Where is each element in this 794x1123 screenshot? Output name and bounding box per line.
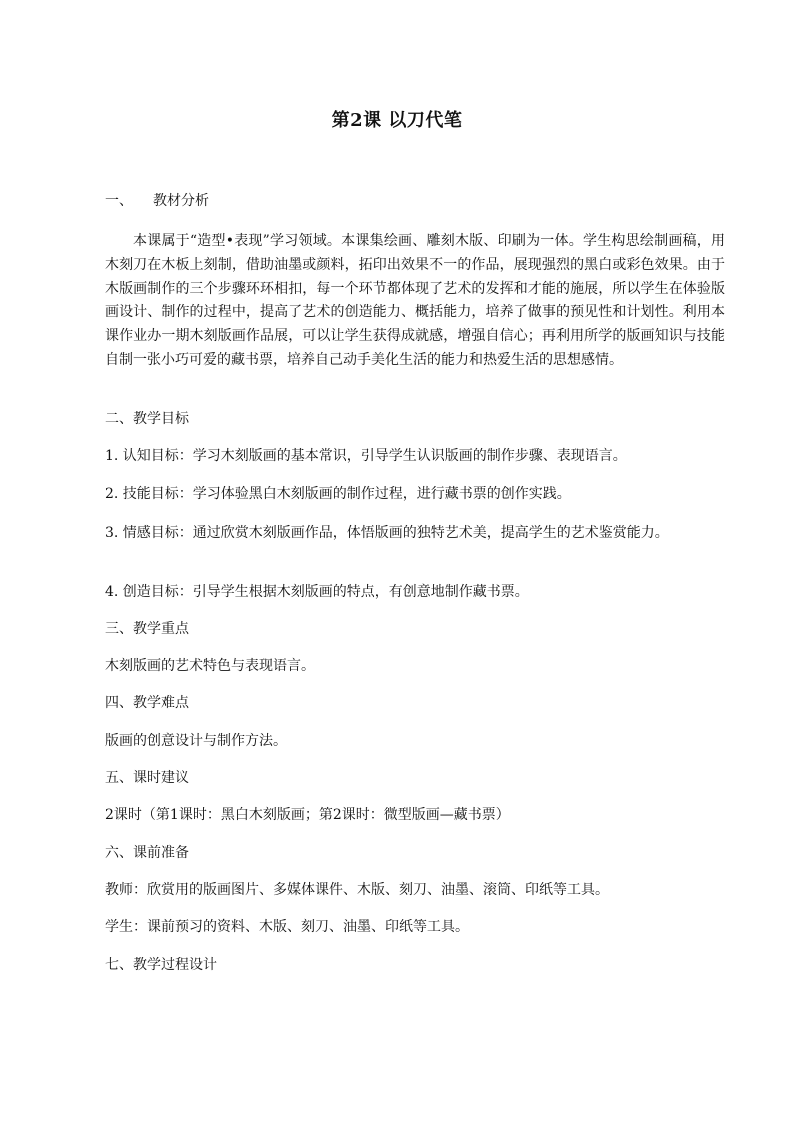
goal-item-3: 3. 情感目标：通过欣赏木刻版画作品，体悟版画的独特艺术美，提高学生的艺术鉴赏能力。	[105, 525, 669, 541]
focus-text: 木刻版画的艺术特色与表现语言。	[105, 658, 315, 674]
hours-text: 2课时（第1课时：黑白木刻版画；第2课时：微型版画—藏书票）	[105, 807, 510, 823]
goal-item-1: 1. 认知目标：学习木刻版画的基本常识，引导学生认识版画的制作步骤、表现语言。	[105, 448, 627, 464]
analysis-paragraph: 本课属于“造型•表现”学习领域。本课集绘画、雕刻木版、印刷为一体。学生构思绘制画稿，用木刻刀在木板上刻制，借助油墨或颜料，拓印出效果不一的作品，展现强烈的黑白或彩色效果。由于木版画制作的三个步骤环环相扣，每一个环节都体现了艺术的发挥和才能的施展，所以学生在体验版画设计、制作的过程中，提高了艺术的创造能力、概括能力，培养了做事的预见性和计划性。利用本课作业办一期木刻版画作品展，可以让学生获得成就感，增强自信心；再利用所学的版画知识与技能自制一张小巧可爱的藏书票，培养自己动手美化生活的能力和热爱生活的思想感情。	[105, 233, 725, 368]
section-heading-1	[105, 191, 209, 211]
section-heading-6: 六、课前准备	[105, 845, 189, 861]
section-number-1: 一、	[105, 193, 133, 209]
goal-item-2: 2. 技能目标：学习体验黑白木刻版画的制作过程，进行藏书票的创作实践。	[105, 486, 571, 502]
section-heading-5: 五、课时建议	[105, 770, 189, 786]
section-heading-7: 七、教学过程设计	[105, 957, 217, 973]
section-heading-3: 三、教学重点	[105, 621, 189, 637]
page-title: 第2课 以刀代笔	[331, 110, 463, 131]
section-heading-2: 二、教学目标	[105, 411, 189, 427]
section-heading-4: 四、教学难点	[105, 695, 189, 711]
teacher-prep-text: 教师：欣赏用的版画图片、多媒体课件、木版、刻刀、油墨、滚筒、印纸等工具。	[105, 882, 609, 898]
section-title-1: 教材分析	[153, 193, 209, 209]
difficulty-text: 版画的创意设计与制作方法。	[105, 733, 287, 749]
student-prep-text: 学生：课前预习的资料、木版、刻刀、油墨、印纸等工具。	[105, 919, 469, 935]
goal-item-4: 4. 创造目标：引导学生根据木刻版画的特点，有创意地制作藏书票。	[105, 584, 529, 600]
